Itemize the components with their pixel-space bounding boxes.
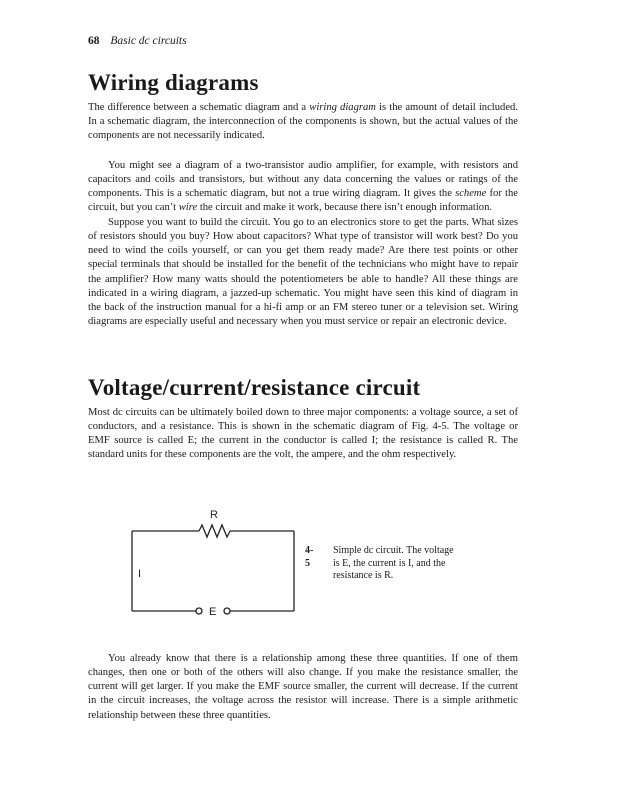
page-number: 68 xyxy=(88,35,100,47)
figure-number: 4-5 xyxy=(305,545,314,569)
paragraph-5: You already know that there is a relationship among these three quantities. If one of them changes, then one or both of the others will also change. If you make the resistance smaller, the current will get larger. If you make the EMF source smaller, the current will decrease. If the current in the circuit increases, the voltage across the resistor will increase. There is a simple arithmetic relationship between these three quantities. xyxy=(88,653,518,721)
section-heading-wiring-diagrams: Wiring diagrams xyxy=(88,70,259,95)
paragraph-1 xyxy=(88,101,518,143)
current-label: I xyxy=(138,568,142,580)
circuit-diagram xyxy=(128,500,298,625)
emphasis-term: wiring diagram xyxy=(309,102,376,113)
figure-caption-text: Simple dc circuit. The voltage is E, the current is I, and the resistance is R. xyxy=(333,545,454,581)
section-heading-voltage-current-resistance: Voltage/current/resistance circuit xyxy=(88,375,421,400)
terminal-right xyxy=(224,608,230,614)
text-run: You might see a diagram of a two-transistor audio amplifier, for example, with resistors and capacitors and coils and transistors, but without any data concerning the values or ratings of the components. This is a schematic diagram, but not a true wiring diagram. It gives the xyxy=(88,160,518,200)
terminal-left xyxy=(196,608,202,614)
resistor-symbol xyxy=(199,525,230,537)
paragraph-3: Suppose you want to build the circuit. You go to an electronics store to get the parts. What sizes of resistors should you buy? How about capacitors? What type of transistor will work best? Do you need to wind the coils yourself, or can you get them ready made? Are there test points or other special terminals that should be installed for the benefit of the technicians who might have to repair the amplifier? How many watts should the potentiometers be able to handle? All these things are indicated in a wiring diagram, a jazzed-up schematic. You might have seen this kind of diagram in the back of the instruction manual for a hi-fi amp or an FM stereo tuner or a television set. Wiring diagrams are especially useful and necessary when you must service or repair an electronic device. xyxy=(88,217,518,328)
emf-label: E xyxy=(209,606,217,618)
text-run: is the amount of detail included. In a schematic diagram, the interconnection of the components is shown, but the actual values of the components are not necessarily indicated. xyxy=(88,102,518,142)
paragraph-4: Most dc circuits can be ultimately boiled down to three major components: a voltage source, a set of conductors, and a resistance. This is shown in the schematic diagram of Fig. 4-5. The voltage or EMF source is called E; the current in the conductor is called I; the resistance is called R. The standard units for these components are the volt, the ampere, and the ohm respectively. xyxy=(88,407,518,461)
text-run: the circuit and make it work, because there isn’t enough information. xyxy=(197,202,493,214)
text-run: The difference between a schematic diagram and a xyxy=(88,102,310,113)
resistor-label: R xyxy=(210,509,218,521)
running-header xyxy=(88,35,187,47)
paragraph-2 xyxy=(88,159,518,216)
running-title: Basic dc circuits xyxy=(110,35,187,47)
text-run: for the circuit, but you can’t xyxy=(88,188,519,214)
emphasis-term: scheme xyxy=(455,188,487,200)
emphasis-term: wire xyxy=(178,202,198,214)
